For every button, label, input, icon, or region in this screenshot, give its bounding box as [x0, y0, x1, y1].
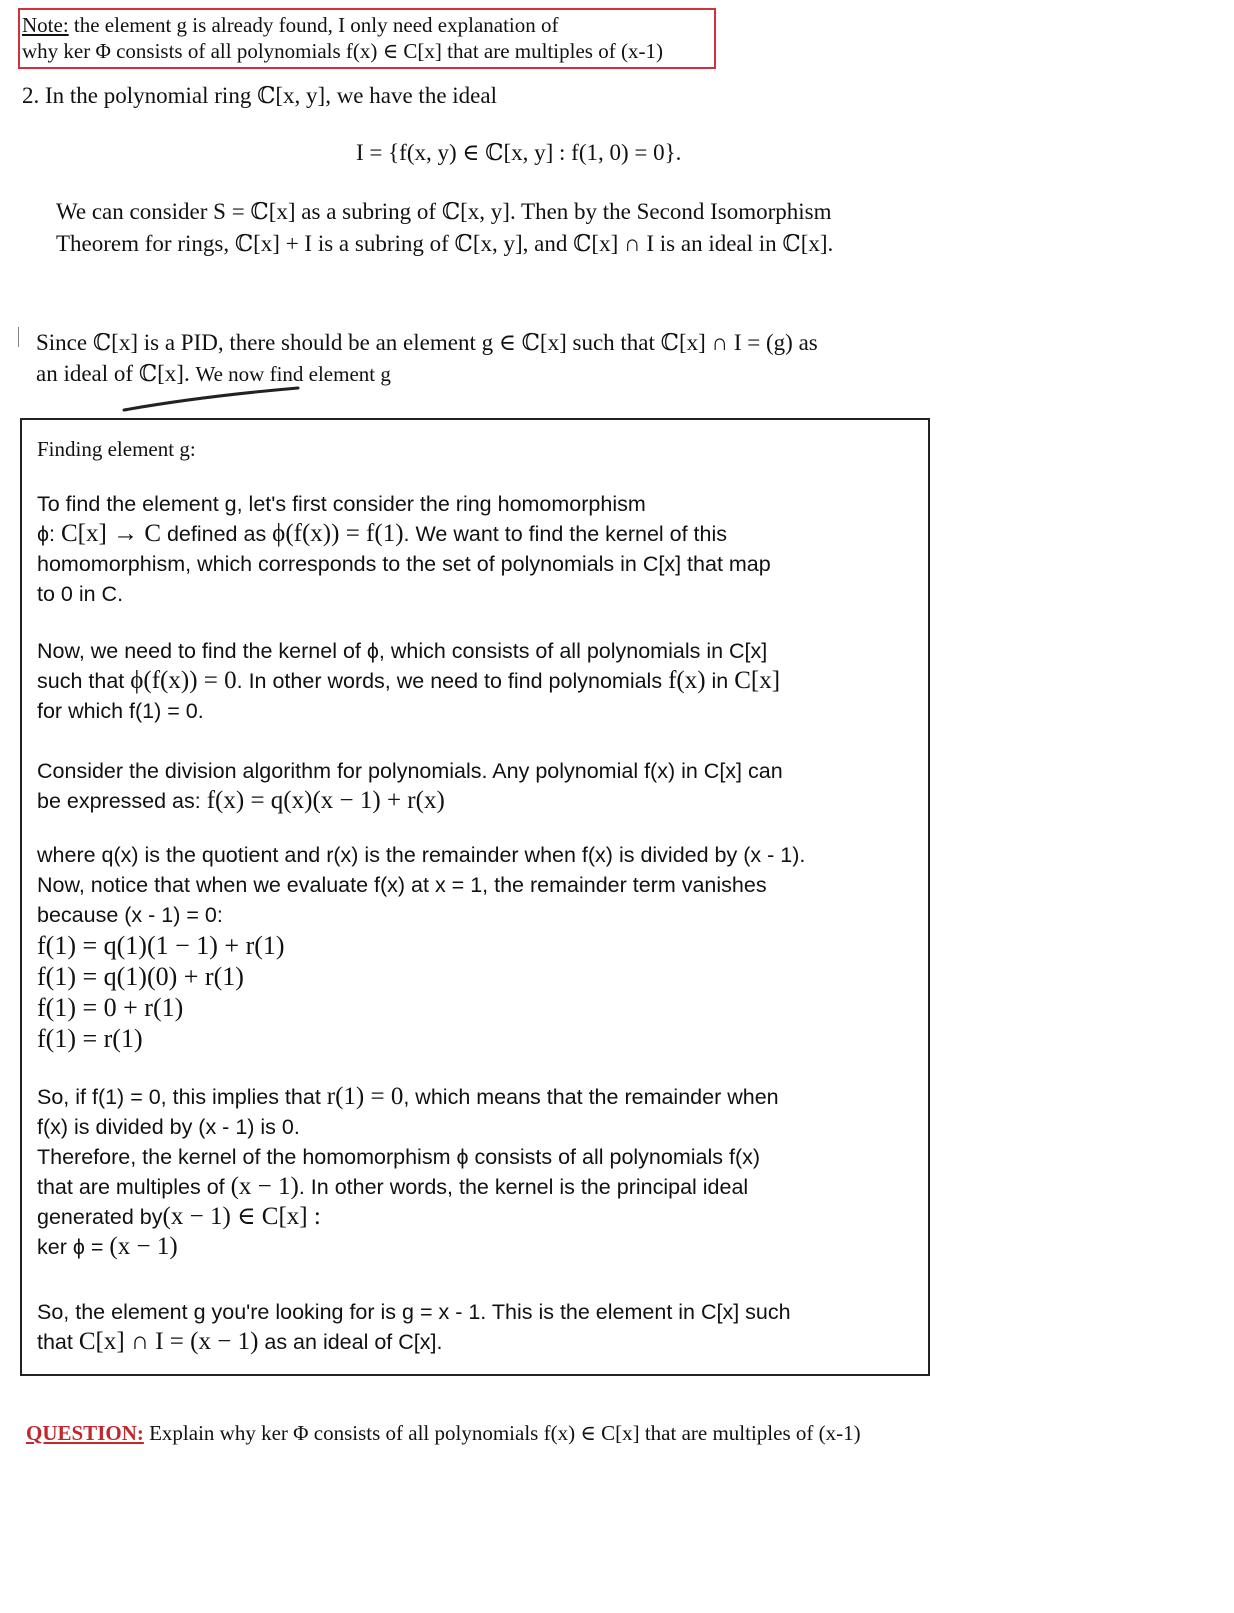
p4-line-1: where q(x) is the quotient and r(x) is the remainder when f(x) is divided by (x - 1). — [37, 843, 806, 867]
p5-line-2: f(x) is divided by (x - 1) is 0. — [37, 1115, 300, 1139]
p5-math-3: (x − 1) ∈ C[x] : — [162, 1203, 321, 1230]
question-label: QUESTION: — [26, 1421, 144, 1445]
p5-text-d: . In other words, the kernel is the principal ideal — [298, 1175, 749, 1199]
equation-2: f(1) = q(1)(0) + r(1) — [37, 962, 244, 991]
question — [26, 1421, 861, 1446]
p6-math: C[x] ∩ I = (x − 1) — [78, 1328, 259, 1355]
p5-line-6 — [37, 1232, 779, 1262]
paragraph-2-text: an ideal of ℂ[x]. — [36, 361, 190, 386]
p6-line-2 — [37, 1327, 791, 1357]
p2-math-1: ϕ(f(x)) = 0 — [130, 667, 237, 694]
answer-paragraph-1 — [37, 489, 771, 609]
p2-text-c: in — [705, 669, 735, 693]
p5-line-4 — [37, 1172, 779, 1202]
answer-title: Finding element g: — [37, 437, 196, 461]
p6-text-b: as an ideal of C[x]. — [258, 1330, 443, 1354]
p2-text-b: . In other words, we need to find polynomials — [236, 669, 669, 693]
p5-text-b: , which means that the remainder when — [403, 1085, 779, 1109]
p2-line-1: Now, we need to find the kernel of ϕ, which consists of all polynomials in C[x] — [37, 639, 768, 663]
p1-line-4: to 0 in C. — [37, 582, 124, 606]
p1-text-c: . We want to find the kernel of this — [403, 522, 728, 546]
paragraph-2-line-1: Since ℂ[x] is a PID, there should be an element g ∈ ℂ[x] such that ℂ[x] ∩ I = (g) as — [36, 330, 818, 355]
p5-text-c: that are multiples of — [37, 1175, 231, 1199]
equation-3: f(1) = 0 + r(1) — [37, 993, 184, 1022]
p3-text-a: be expressed as: — [37, 789, 207, 813]
p4-line-3: because (x - 1) = 0: — [37, 903, 223, 927]
question-text: Explain why ker Φ consists of all polynomials f(x) ∈ C[x] that are multiples of (x-1) — [143, 1421, 861, 1445]
p3-line-2 — [37, 786, 783, 816]
p5-math-4: (x − 1) — [109, 1233, 178, 1260]
p4-line-2: Now, notice that when we evaluate f(x) at x = 1, the remainder term vanishes — [37, 873, 767, 897]
p1-line-2 — [37, 519, 771, 549]
p5-text-a: So, if f(1) = 0, this implies that — [37, 1085, 327, 1109]
p2-text-a: such that — [37, 669, 131, 693]
ideal-definition: I = {f(x, y) ∈ ℂ[x, y] : f(1, 0) = 0}. — [356, 140, 682, 165]
p5-text-e: generated by — [37, 1205, 163, 1229]
p5-line-3: Therefore, the kernel of the homomorphism ϕ consists of all polynomials f(x) — [37, 1145, 761, 1169]
answer-paragraph-4 — [37, 840, 805, 1054]
answer-paragraph-6 — [37, 1297, 791, 1357]
answer-box — [20, 418, 930, 1376]
p1-line-1: To find the element g, let's first consider the ring homomorphism — [37, 492, 646, 516]
p6-text-a: that — [37, 1330, 79, 1354]
p5-line-5 — [37, 1202, 779, 1232]
p5-text-f: ker ϕ = — [37, 1235, 110, 1259]
p2-line-2 — [37, 666, 780, 696]
p3-line-1: Consider the division algorithm for polynomials. Any polynomial f(x) in C[x] can — [37, 759, 783, 783]
note-prefix: Note: — [22, 13, 69, 37]
p1-line-3: homomorphism, which corresponds to the set of polynomials in C[x] that map — [37, 552, 771, 576]
p1-text-a: ϕ: — [37, 522, 61, 546]
p3-math: f(x) = q(x)(x − 1) + r(x) — [206, 787, 445, 814]
p2-line-3: for which f(1) = 0. — [37, 699, 204, 723]
p1-math-2: ϕ(f(x)) = f(1) — [272, 520, 404, 547]
p5-math-2: (x − 1) — [230, 1173, 299, 1200]
p5-line-1 — [37, 1082, 779, 1112]
p2-math-3: C[x] — [734, 667, 781, 694]
p6-line-1: So, the element g you're looking for is g = x - 1. This is the element in C[x] such — [37, 1300, 791, 1324]
paragraph-1-line-1: We can consider S = ℂ[x] as a subring of ℂ[x, y]. Then by the Second Isomorphism — [56, 199, 832, 224]
answer-paragraph-5 — [37, 1082, 779, 1262]
equation-1: f(1) = q(1)(1 − 1) + r(1) — [37, 931, 285, 960]
equation-4: f(1) = r(1) — [37, 1024, 143, 1053]
answer-paragraph-2 — [37, 636, 780, 726]
note-line-1-text: the element g is already found, I only need explanation of — [68, 13, 559, 37]
p5-math-1: r(1) = 0 — [326, 1083, 404, 1110]
p1-text-b: defined as — [161, 522, 273, 546]
hand-underline-stroke — [0, 0, 1234, 420]
paragraph-1-line-2: Theorem for rings, ℂ[x] + I is a subring of ℂ[x, y], and ℂ[x] ∩ I is an ideal in ℂ[x]. — [56, 231, 834, 256]
answer-paragraph-3 — [37, 756, 783, 816]
problem-heading: 2. In the polynomial ring ℂ[x, y], we have the ideal — [22, 83, 497, 108]
note-line-2: why ker Φ consists of all polynomials f(x) ∈ C[x] that are multiples of (x-1) — [22, 39, 663, 63]
p1-math-1: C[x] → C — [61, 520, 161, 547]
p2-math-2: f(x) — [668, 667, 706, 694]
handwritten-note: We now find element g — [195, 362, 391, 386]
